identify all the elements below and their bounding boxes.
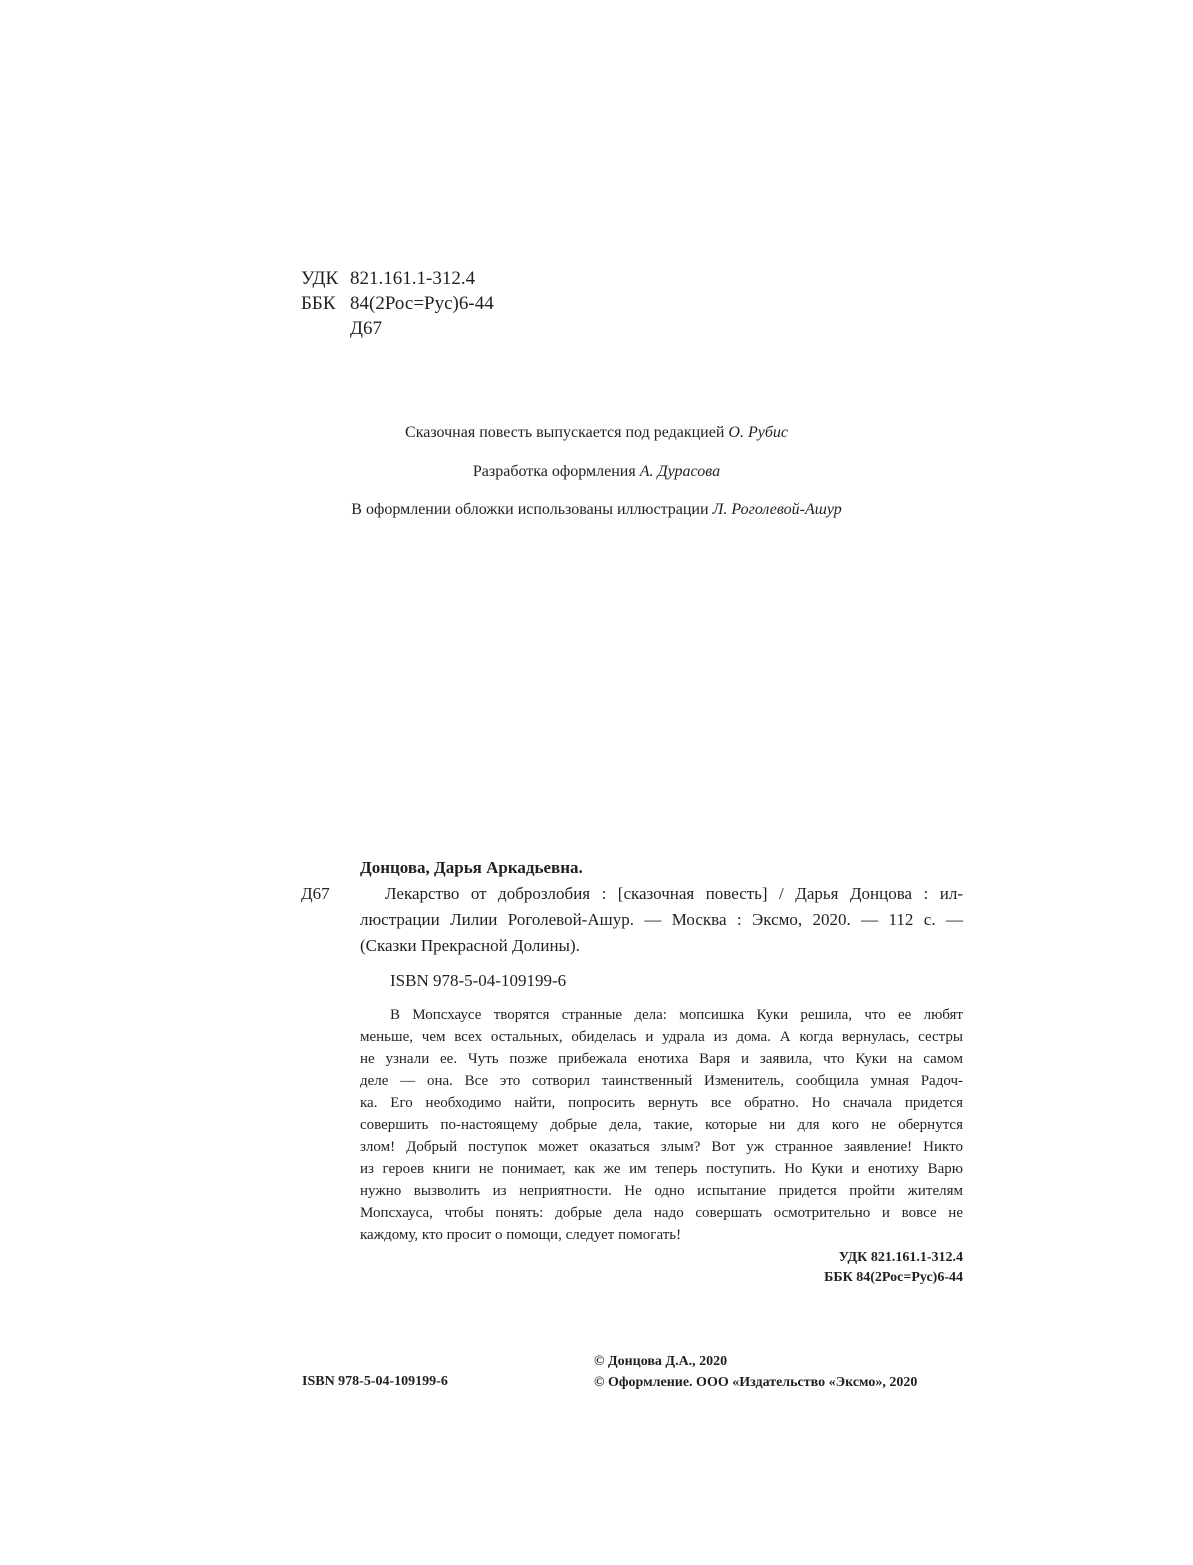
- description-line: люстрации Лилии Роголевой-Ашур. — Москва : Эксмо, 2020. — 112 с. —: [360, 910, 963, 929]
- bbk-row: [301, 291, 494, 316]
- annotation: [360, 1004, 963, 1246]
- annotation-line: из героев книги не понимает, как же им теперь поступить. Но Куки и енотиху Варю: [360, 1161, 963, 1177]
- designer-name: А. Дурасова: [639, 463, 721, 480]
- udk-label: УДК: [301, 268, 339, 289]
- record-entry: [301, 881, 963, 959]
- bbk-label: ББК: [301, 293, 336, 314]
- udk-value: 821.161.1-312.4: [350, 268, 476, 289]
- design-credit: [0, 463, 1193, 481]
- cover-credit-text: В оформлении обложки использованы иллюстрации: [351, 501, 709, 518]
- annotation-line: злом! Добрый поступок может оказаться злым? Вот уж странное заявление! Никто: [360, 1139, 963, 1155]
- design-credit-text: Разработка оформления: [472, 463, 636, 480]
- udk-row: [301, 266, 494, 291]
- record-bbk: ББК 84(2Рос=Рус)6-44: [824, 1270, 963, 1285]
- author-mark: Д67: [350, 318, 382, 339]
- record-author-heading: Донцова, Дарья Аркадьевна.: [360, 858, 583, 877]
- annotation-line: меньше, чем всех остальных, обиделась и удрала из дома. А когда вернулась, сестры: [360, 1029, 963, 1045]
- record-description: [360, 881, 963, 959]
- classification-block: [301, 266, 494, 341]
- copyright-block: [594, 1351, 917, 1393]
- record-classification-codes: [301, 1248, 963, 1288]
- description-line: Лекарство от доброзлобия : [сказочная повесть] / Дарья Донцова : ил-: [385, 884, 963, 903]
- cover-credit: [0, 501, 1193, 519]
- author-mark-row: [301, 316, 494, 341]
- annotation-line: нужно вызволить из неприятности. Не одно испытание придется пройти жителям: [360, 1183, 963, 1199]
- illustrator-name: Л. Роголевой-Ашур: [712, 501, 842, 518]
- annotation-line: В Мопсхаусе творятся странные дела: мопсишка Куки решила, что ее любят: [390, 1007, 963, 1023]
- editor-name: О. Рубис: [728, 424, 788, 441]
- record-udk: УДК 821.161.1-312.4: [838, 1250, 963, 1265]
- footer-isbn: ISBN 978-5-04-109199-6: [302, 1374, 448, 1389]
- annotation-line: каждому, кто просит о помощи, следует помогать!: [360, 1227, 682, 1243]
- editor-credit: [0, 424, 1193, 442]
- description-line: (Сказки Прекрасной Долины).: [360, 936, 580, 955]
- editor-credit-text: Сказочная повесть выпускается под редакцией: [405, 424, 725, 441]
- annotation-line: деле — она. Все это сотворил таинственный Изменитель, сообщила умная Радоч-: [360, 1073, 963, 1089]
- annotation-line: совершить по-настоящему добрые дела, такие, которые ни для кого не обернутся: [360, 1117, 963, 1133]
- annotation-line: не узнали ее. Чуть позже прибежала енотиха Варя и заявила, что Куки на самом: [360, 1051, 963, 1067]
- annotation-line: ка. Его необходимо найти, попросить вернуть все обратно. Но сначала придется: [360, 1095, 963, 1111]
- copyright-author: © Донцова Д.А., 2020: [594, 1354, 728, 1369]
- record-author-mark: Д67: [301, 884, 330, 903]
- annotation-line: Мопсхауса, чтобы понять: добрые дела надо совершать осмотрительно и вовсе не: [360, 1205, 963, 1221]
- bibliographic-record: [301, 856, 963, 1288]
- bbk-value: 84(2Рос=Рус)6-44: [350, 293, 494, 314]
- record-isbn: ISBN 978-5-04-109199-6: [390, 971, 567, 990]
- copyright-design: © Оформление. ООО «Издательство «Эксмо», 2020: [594, 1375, 918, 1390]
